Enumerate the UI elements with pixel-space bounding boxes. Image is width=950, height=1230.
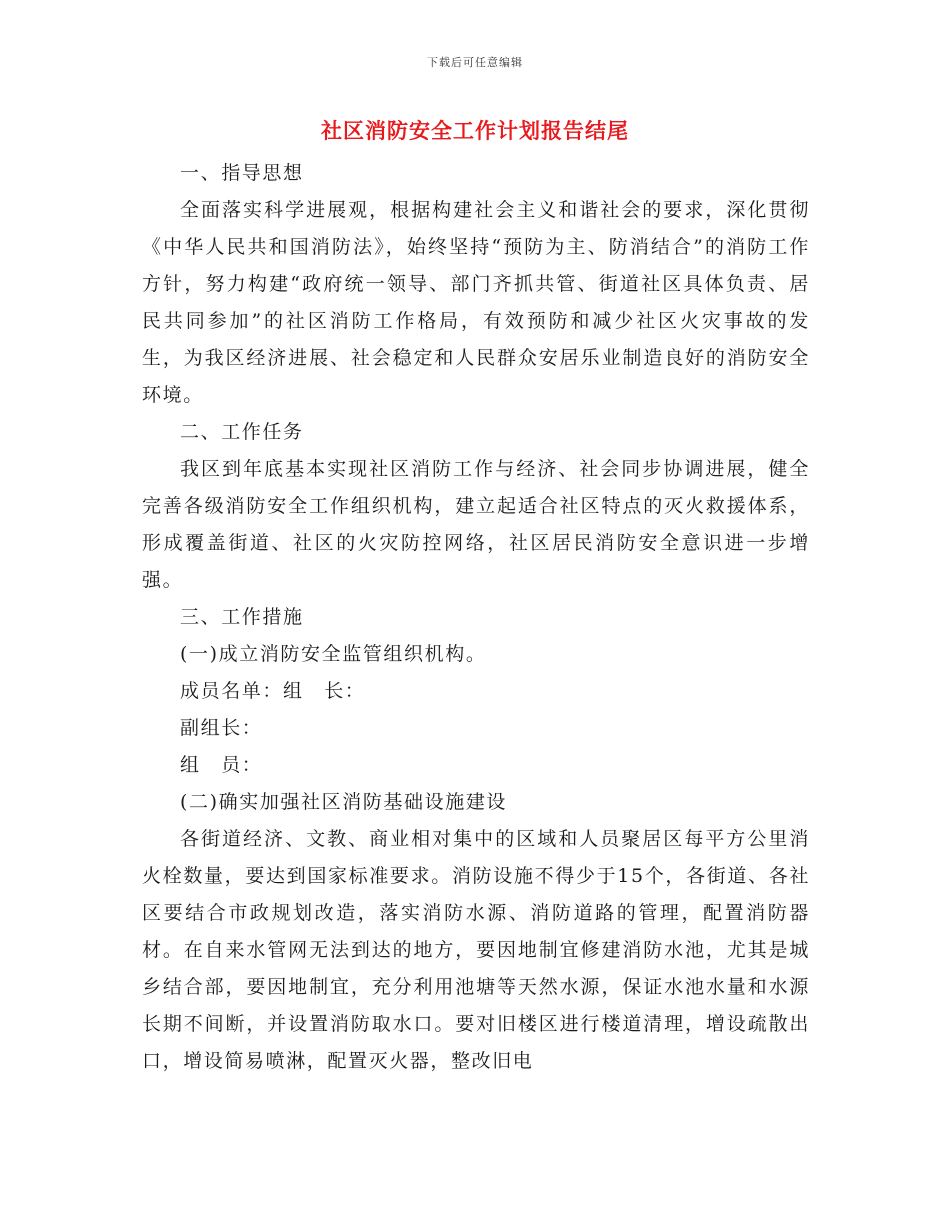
- section-heading-work-measures: 三、工作措施: [180, 606, 304, 628]
- subheading-organization: (一)成立消防安全监管组织机构。: [180, 643, 487, 665]
- section-heading-guiding-ideology: 一、指导思想: [180, 162, 304, 184]
- paragraph-guiding-ideology: 全面落实科学进展观，根据构建社会主义和谐社会的要求，深化贯彻《中华人民共和国消防法》，始终坚持“预防为主、防消结合”的消防工作方针，努力构建“政府统一领导、部门齐抓共管、街道社区具体负责、居民共同参加”的社区消防工作格局，有效预防和减少社区火灾事故的发生，为我区经济进展、社会稳定和人民群众安居乐业制造良好的消防安全环境。: [142, 199, 810, 406]
- members-deputy-line: 副组长：: [180, 717, 263, 739]
- document-body: [142, 155, 810, 1080]
- subheading-infrastructure: (二)确实加强社区消防基础设施建设: [180, 791, 508, 813]
- section-heading-work-tasks: 二、工作任务: [180, 421, 304, 443]
- page-header-note: 下载后可任意编辑: [427, 56, 523, 69]
- document-title: 社区消防安全工作计划报告结尾: [321, 118, 629, 143]
- members-leader-line: 成员名单：组 长：: [180, 680, 366, 702]
- paragraph-work-tasks: 我区到年底基本实现社区消防工作与经济、社会同步协调进展，健全完善各级消防安全工作组织机构，建立起适合社区特点的灭火救援体系，形成覆盖街道、社区的火灾防控网络，社区居民消防安全意识进一步增强。: [142, 458, 810, 591]
- paragraph-infrastructure: 各街道经济、文教、商业相对集中的区域和人员聚居区每平方公里消火栓数量，要达到国家标准要求。消防设施不得少于15个，各街道、各社区要结合市政规划改造，落实消防水源、消防道路的管理，配置消防器材。在自来水管网无法到达的地方，要因地制宜修建消防水池，尤其是城乡结合部，要因地制宜，充分利用池塘等天然水源，保证水池水量和水源长期不间断，并设置消防取水口。要对旧楼区进行楼道清理，增设疏散出口，增设简易喷淋，配置灭火器，整改旧电: [142, 828, 810, 1072]
- members-staff-line: 组 员：: [180, 754, 263, 776]
